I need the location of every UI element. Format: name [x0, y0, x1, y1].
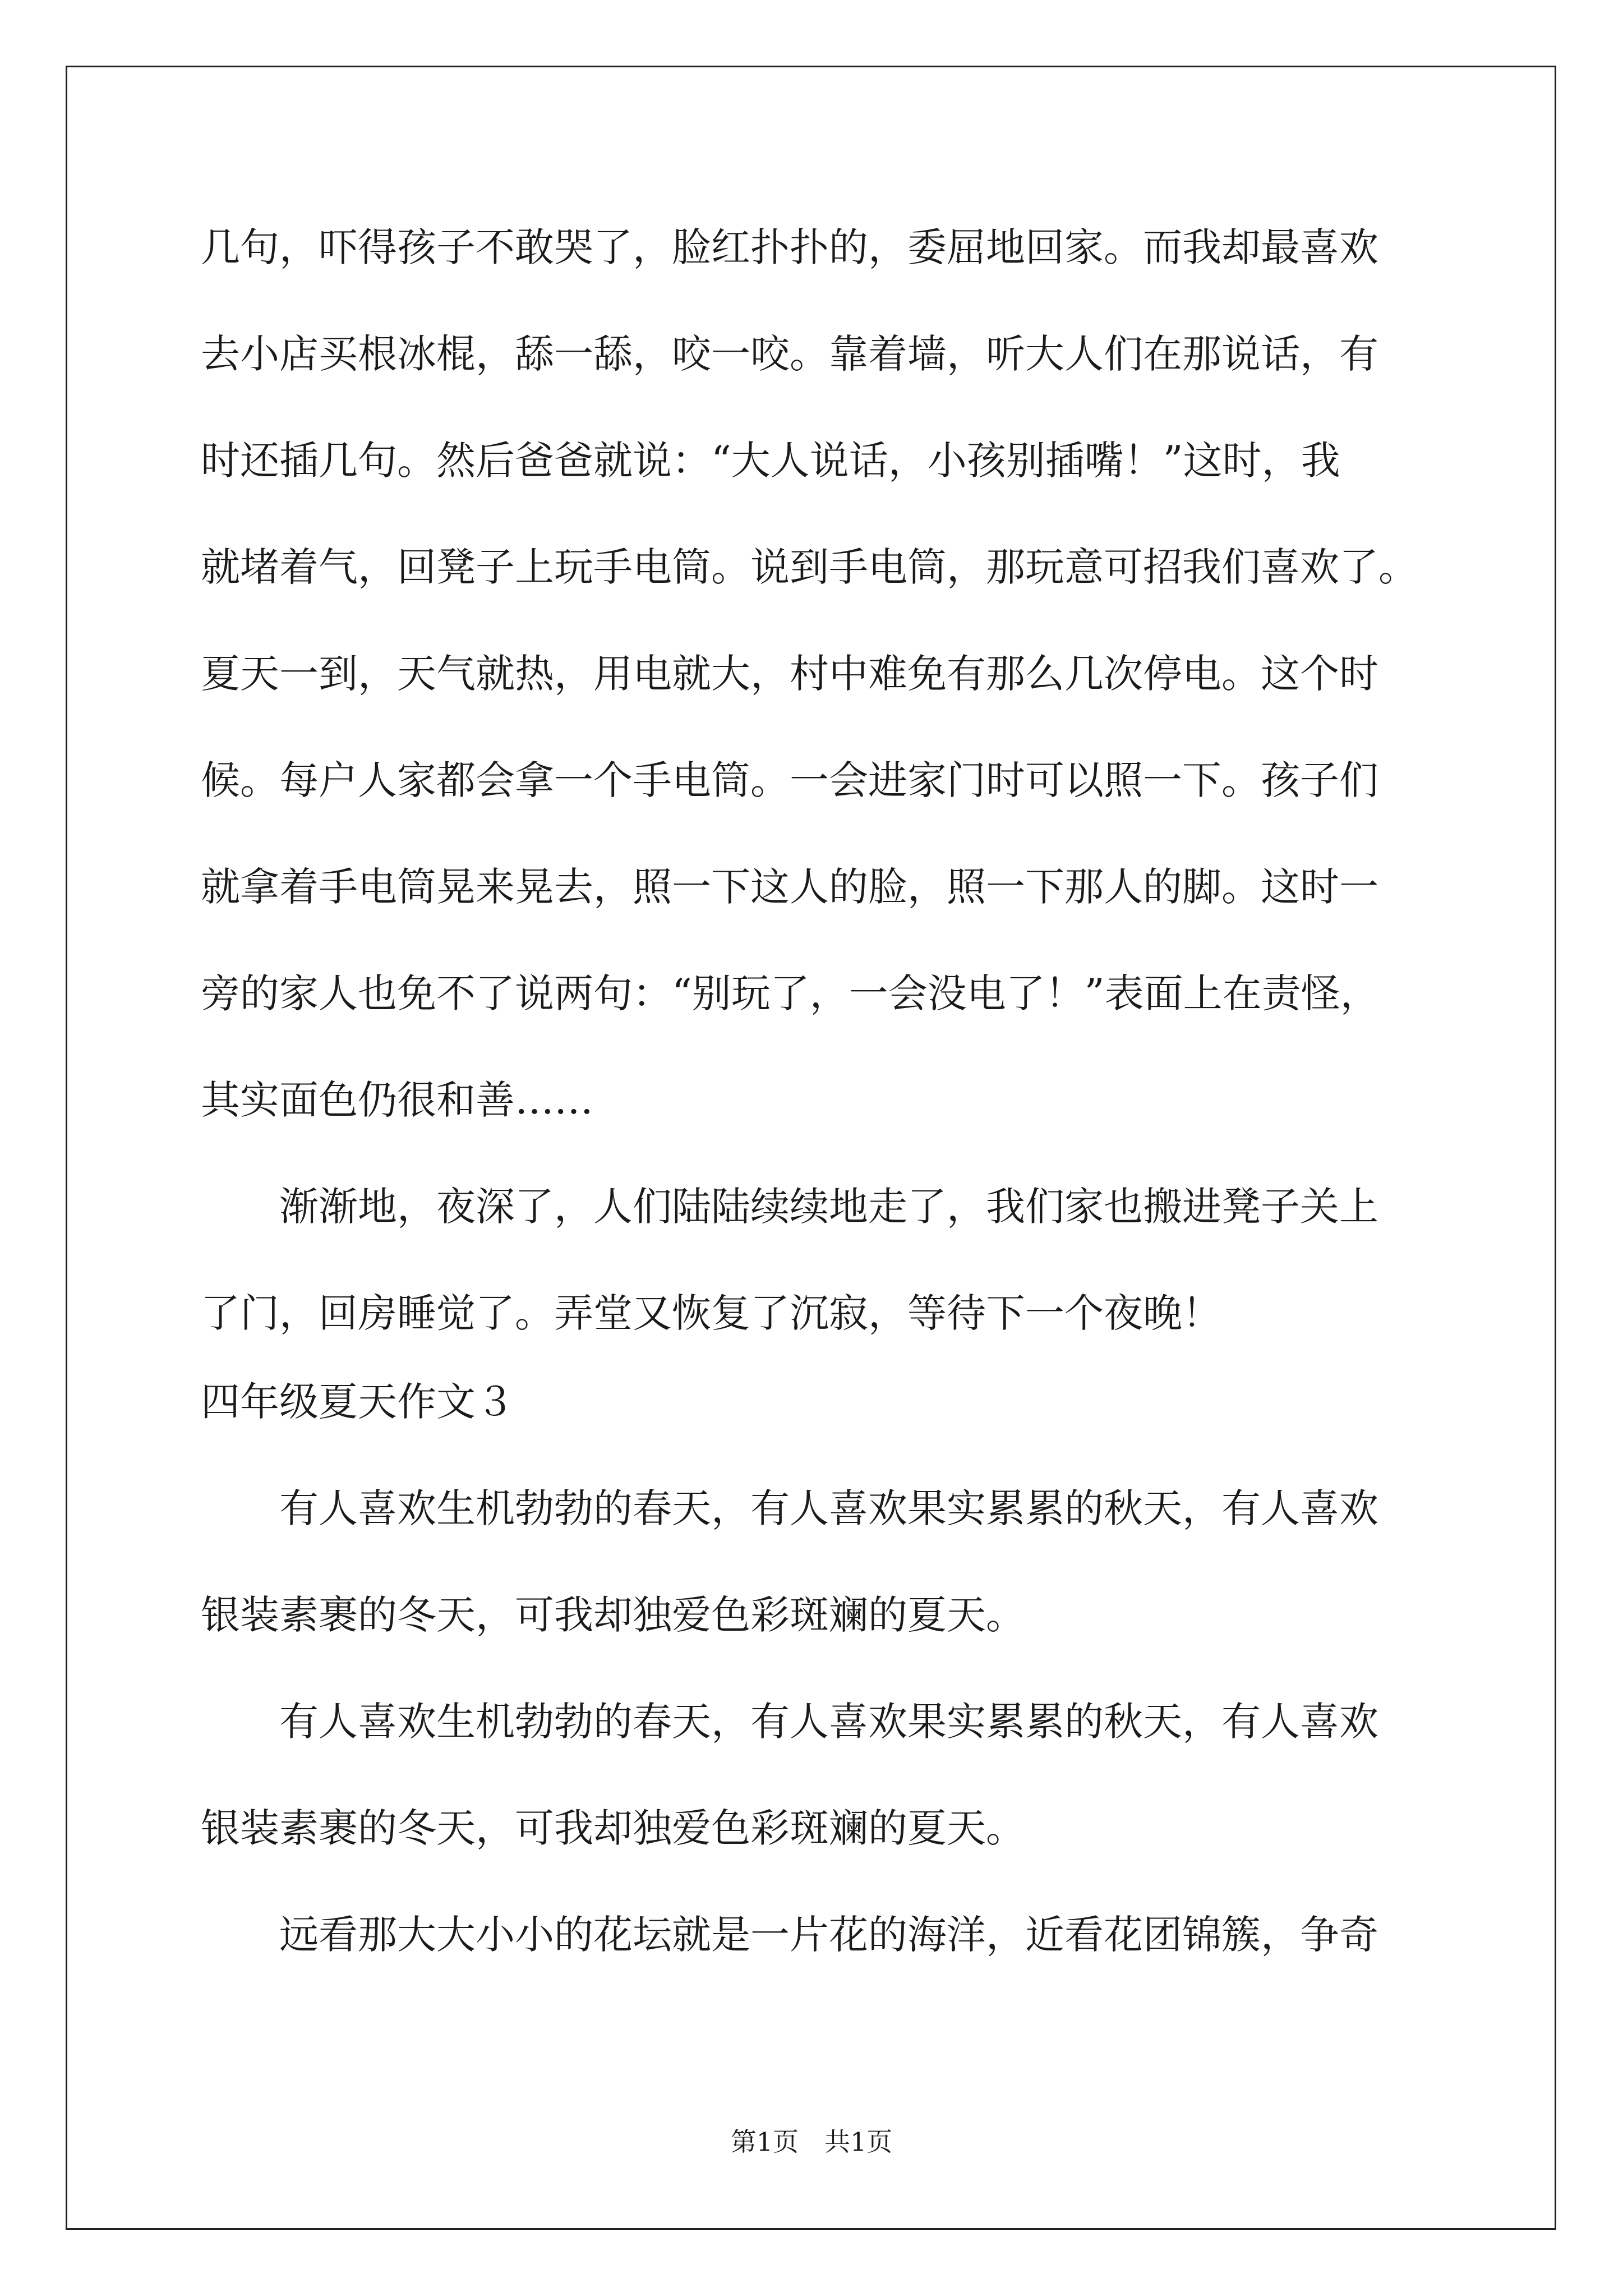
- paragraph-start: 远看那大大小小的花坛就是一片花的海洋，近看花团锦簇，争奇: [279, 1912, 1378, 1958]
- text-line: 旁的家人也免不了说两句：“别玩了，一会没电了！”表面上在责怪，: [201, 970, 1380, 1016]
- page-footer: 第1页 共1页: [730, 2127, 893, 2157]
- text-line: 夏天一到，天气就热，用电就大，村中难免有那么几次停电。这个时: [201, 651, 1378, 697]
- text-line: 候。每户人家都会拿一个手电筒。一会进家门时可以照一下。孩子们: [201, 757, 1378, 803]
- section-heading: 四年级夏天作文３: [201, 1379, 515, 1425]
- text-line: 就拿着手电筒晃来晃去，照一下这人的脸，照一下那人的脚。这时一: [201, 864, 1378, 910]
- page-border: [66, 66, 1556, 2230]
- text-line: 银装素裹的冬天，可我却独爱色彩斑斓的夏天。: [201, 1592, 1025, 1638]
- paragraph-start: 有人喜欢生机勃勃的春天，有人喜欢果实累累的秋天，有人喜欢: [279, 1699, 1378, 1745]
- paragraph-start: 有人喜欢生机勃勃的春天，有人喜欢果实累累的秋天，有人喜欢: [279, 1485, 1378, 1531]
- text-line: 时还插几句。然后爸爸就说：“大人说话，小孩别插嘴！”这时，我: [201, 438, 1340, 484]
- text-line: 就堵着气，回凳子上玩手电筒。说到手电筒，那玩意可招我们喜欢了。: [201, 544, 1418, 590]
- text-line: 银装素裹的冬天，可我却独爱色彩斑斓的夏天。: [201, 1805, 1025, 1851]
- text-line: 去小店买根冰棍，舔一舔，咬一咬。靠着墙，听大人们在那说话，有: [201, 331, 1378, 377]
- text-line: 其实面色仍很和善……: [201, 1077, 593, 1123]
- text-line: 几句，吓得孩子不敢哭了，脸红扑扑的，委屈地回家。而我却最喜欢: [201, 224, 1378, 270]
- text-line: 了门，回房睡觉了。弄堂又恢复了沉寂，等待下一个夜晚！: [201, 1290, 1221, 1336]
- paragraph-start: 渐渐地，夜深了，人们陆陆续续地走了，我们家也搬进凳子关上: [279, 1184, 1378, 1230]
